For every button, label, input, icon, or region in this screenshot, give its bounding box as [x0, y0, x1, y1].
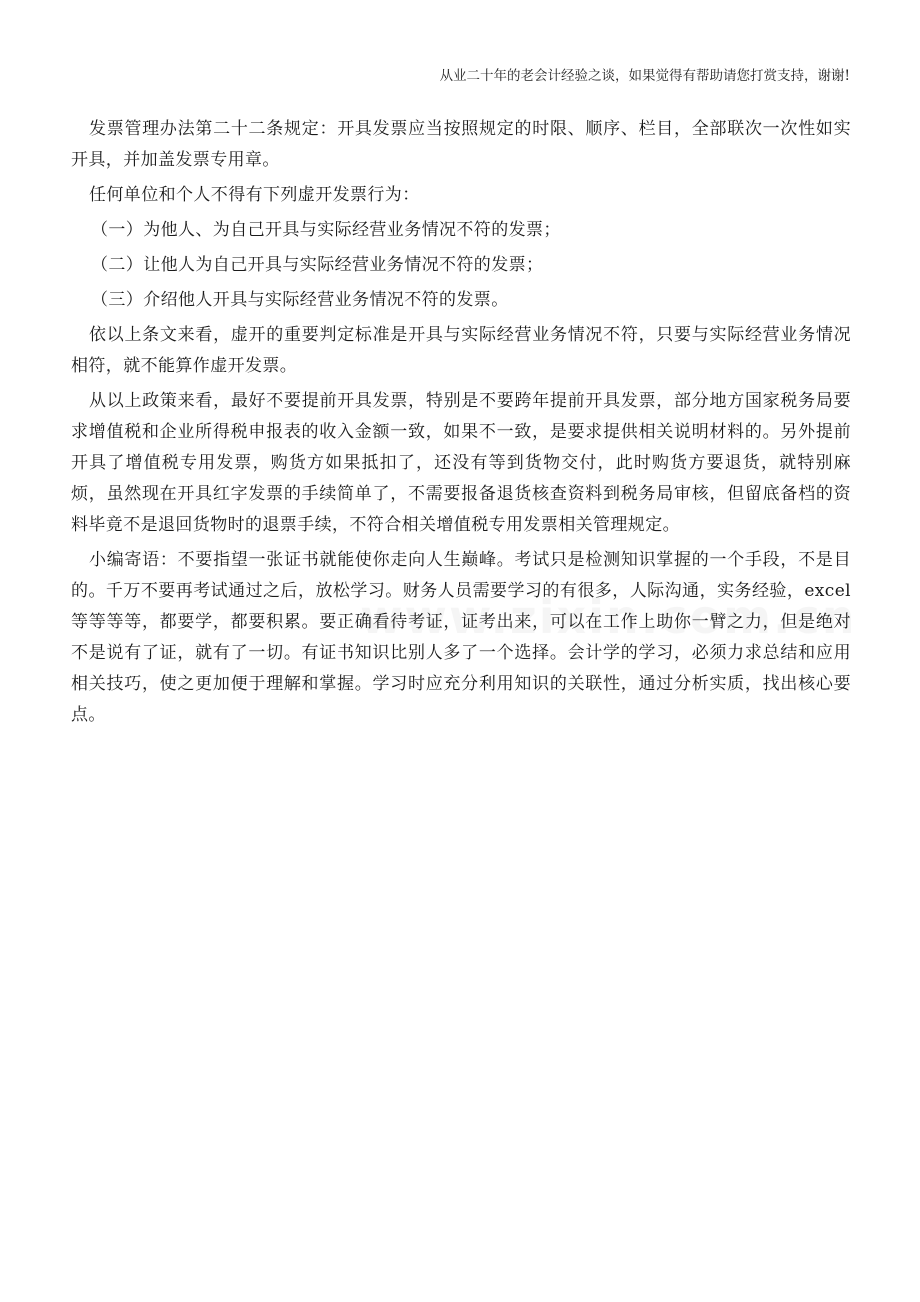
document-body — [71, 114, 851, 731]
list-item-1: （一）为他人、为自己开具与实际经营业务情况不符的发票； — [91, 220, 561, 240]
header-note: 从业二十年的老会计经验之谈，如果觉得有帮助请您打赏支持，谢谢! — [439, 68, 850, 84]
list-item-2: （二）让他人为自己开具与实际经营业务情况不符的发票； — [91, 255, 544, 275]
paragraph-regulation: 发票管理办法第二十二条规定：开具发票应当按照规定的时限、顺序、栏目，全部联次一次性如实开具，并加盖发票专用章。 — [71, 119, 851, 170]
paragraph-policy-advice: 从以上政策来看，最好不要提前开具发票，特别是不要跨年提前开具发票，部分地方国家税务局要求增值税和企业所得税申报表的收入金额一致，如果不一致，是要求提供相关说明材料的。另外提前开具了增值税专用发票，购货方如果抵扣了，还没有等到货物交付，此时购货方要退货，就特别麻烦，虽然现在开具红字发票的手续简单了，不需要报备退货核查资料到税务局审核，但留底备档的资料毕竟不是退回货物时的退票手续，不符合相关增值税专用发票相关管理规定。 — [71, 391, 851, 535]
list-item-3: （三）介绍他人开具与实际经营业务情况不符的发票。 — [91, 290, 509, 310]
paragraph-prohibited-intro: 任何单位和个人不得有下列虚开发票行为： — [89, 185, 420, 205]
paragraph-editor-note: 小编寄语：不要指望一张证书就能使你走向人生巅峰。考试只是检测知识掌握的一个手段，不是目的。千万不要再考试通过之后，放松学习。财务人员需要学习的有很多，人际沟通，实务经验，excel等等等等，都要学，都要积累。要正确看待考证，证考出来，可以在工作上助你一臂之力，但是绝对不是说有了证，就有了一切。有证书知识比别人多了一个选择。会计学的学习，必须力求总结和应用相关技巧，使之更加便于理解和掌握。学习时应充分利用知识的关联性，通过分析实质，找出核心要点。 — [71, 550, 851, 725]
paragraph-judgment: 依以上条文来看，虚开的重要判定标准是开具与实际经营业务情况不符，只要与实际经营业务情况相符，就不能算作虚开发票。 — [71, 325, 851, 376]
